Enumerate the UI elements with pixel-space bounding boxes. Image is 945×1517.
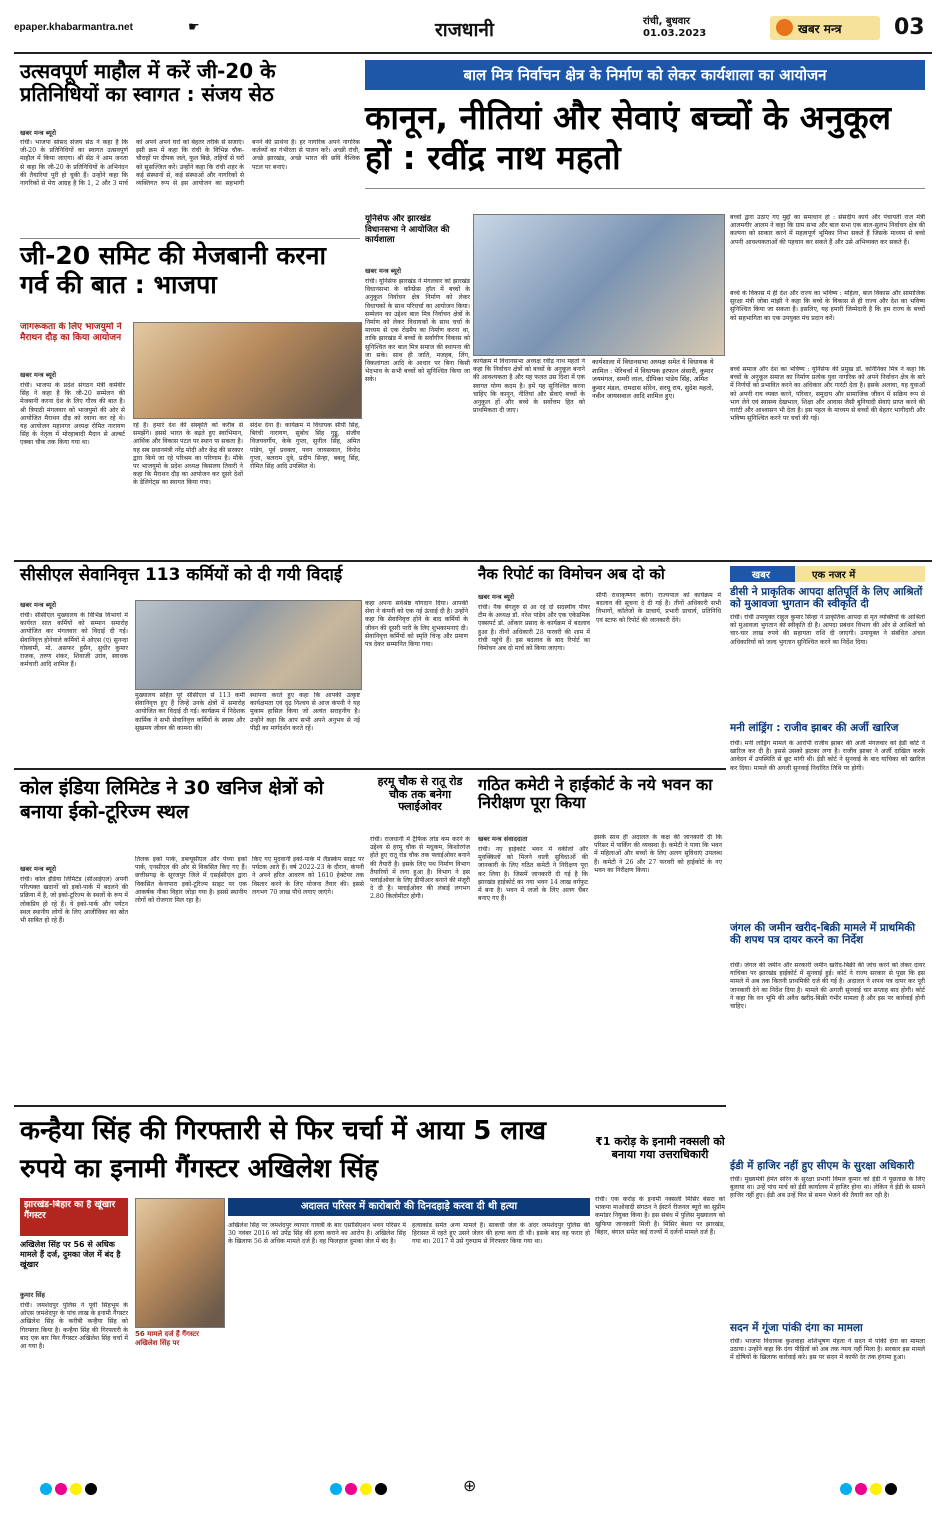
workshop-photo — [473, 214, 725, 356]
article-body: रांची। मुख्यमंत्री हेमंत सोरेन के सुरक्षा प्रभारी विमल कुमार को ईडी ने पूछताछ के लिए बुलाया था। उन्हें पांच मार्च को ईडी कार्यालय में हाजिर होना था। लेकिन वे ईडी के सामने हाजिर नहीं हुए। ईडी अब उन्हें फिर से समन भेजने की तैयारी कर रही है। — [730, 1176, 925, 1200]
section-name: राजधानी — [435, 19, 494, 41]
article-body: रांची। भाजपा के प्रदेश संगठन मंत्री कर्मवीर सिंह ने कहा है कि जी-20 सम्मेलन की मेजबानी करना देश के लिए गौरव की बात है। श्री त्रिपाठी मंगलवार को भाजयुमो की ओर से आयोजित मैराथन दौड़ को रवाना कर रहे थे। यह आयोजन महानगर अध्यक्ष रोमित नारायण सिंह के नेतृत्व में मोरहाबादी मैदान से अल्बर्ट एक्का चौक तक किया गया था। — [20, 382, 125, 447]
headline-assembly: सदन में गूंजा पांकी दंगा का मामला — [730, 1322, 863, 1334]
article-body: स्थापना करते हुए कहा कि आपकी उत्कृष्ट कार्यक्षमता एवं दृढ़ निश्चय से आज कंपनी ने यह मुकाम हासिल किया जो अत्यंत सराहनीय है। उन्होंने कहा कि आप सभी अपने अनुभव से नई पीढ़ी का मार्गदर्शन करते रहें। — [250, 692, 360, 732]
article-body: रांची। रांची उपायुक्त राहुल कुमार सिन्हा ने प्राकृतिक आपदा से मृत व्यक्तियों के आश्रितों को मुआवजा भुगतान की स्वीकृति दी है। आपदा प्रबंधन विभाग की ओर से आश्रितों को चार-चार लाख रुपये की सहायता राशि दी जाएगी। उपायुक्त ने संबंधित अंचल अधिकारियों को जल्द भुगतान सुनिश्चित करने का निर्देश दिया। — [730, 614, 925, 646]
byline: खबर मन्त्र ब्यूरो — [20, 601, 57, 609]
article-body: रांची। जमशेदपुर पुलिस ने पूर्वी सिंहभूम के ओएस जमशेदपुर के पांच लाख के इनामी गैंगस्टर अखिलेश सिंह के करीबी कन्हैया सिंह को गिरफ्तार किया है। कन्हैया सिंह की गिरफ्तारी के बाद एक बार फिर गैंगस्टर अखिलेश सिंह चर्चा में आ गया है। — [20, 1302, 128, 1351]
hand-pointer-icon: ☛ — [188, 20, 200, 35]
article-body: कहा अपना सर्वश्रेष्ठ योगदान दिया। आपकी सेवा ने कंपनी को एक नई ऊंचाई दी है। उन्होंने कहा कि सेवानिवृत्त होने के बाद कर्मियों के जीवन की दूसरी पारी के लिए शुभकामनाएं दी। सेवानिवृत्त कर्मियों को स्मृति चिन्ह और प्रमाण पत्र देकर सम्मानित किया गया। — [365, 600, 468, 649]
article-body: रांची। नए हाईकोर्ट भवन में वकीलों और मुवक्किलों को मिलने वाली सुविधाओं की जानकारी के लिए गठित कमेटी ने निरीक्षण पूरा कर लिया है। जिसमें जानकारी दी गई है कि झारखंड हाईकोर्ट का नया भवन 14 लाख वर्गफुट में बना है। भवन में जजों के लिए अलग चैंबर बनाए गए हैं। — [478, 846, 588, 903]
headline-hc: गठित कमेटी ने हाईकोर्ट के नये भवन का निरीक्षण पूरा किया — [478, 775, 713, 813]
photo-caption: कार्यशाला में विधानसभा अध्यक्ष समेत ये विधायक थे शामिल : पेरिचर्चा में विधायक इरफान अंसारी, कुमार जयमंगल, समरी लाल, दीपिका पांडेय सिंह, अमित कुमार मंडल, रामदास सोरेन, सरयू राय, सुदेश महतो, नवीन जायसवाल आदि शामिल हुए। — [592, 358, 714, 400]
sidebar-sub: अखिलेश सिंह पर 56 से अधिक मामले हैं दर्ज, दुमका जेल में बंद है खूंखार — [20, 1240, 121, 1269]
banner-bal-mitra — [365, 60, 925, 90]
article-body: रांची। एक करोड़ के इनामी नक्सली मिसिर बेसरा को भाकपा माओवादी संगठन ने ईस्टर्न रीजनल ब्यूरो का सुप्रीम कमांडर नियुक्त किया है। इस संबंध में पुलिस मुख्यालय को खुफिया जानकारी मिली है। मिसिर बेसरा पर झारखंड, बिहार, बंगाल समेत कई राज्यों में दर्जनों मामले दर्ज हैं। — [595, 1196, 725, 1236]
byline: खबर मन्त्र ब्यूरो — [365, 267, 402, 275]
headline-coal-india: कोल इंडिया लिमिटेड ने 30 खनिज क्षेत्रों को बनाया ईको-टूरिज्म स्थल — [20, 777, 324, 823]
headline-ccl: सीसीएल सेवानिवृत्त 113 कर्मियों को दी गयी विदाई — [20, 565, 343, 585]
banner-court — [228, 1198, 590, 1216]
article-body: रांची। सीसीएल मुख्यालय के विभिन्न विभागों में कार्यरत सात कर्मियों को सम्मान समारोह आयोजित कर मंगलवार को विदाई दी गई। सेवानिवृत्त होनेवाले कर्मियों में ओएस (ए) सुनन्दा गोस्वामी, मो. असफर हुसैन, सुधीर कुमार राजक, तरुण शंकर, शिवाजी उरांव, स्वाधक कर्मचारी आदि शामिल हैं। — [20, 612, 128, 669]
article-body: रांची। राजधानी में ट्रैफिक लोड कम करने के उद्देश्य से हरमू चौक से मधुकम, किशोरगंज होते हुए रातू रोड चौक तक फ्लाईओवर बनाने की तैयारी है। इसके लिए पथ निर्माण विभाग तैयारियों में लगा हुआ है। विभाग ने इस फ्लाईओवर के लिए डीपीआर बनाने की मंजूरी दे दी है। फ्लाईओवर की लंबाई लगभग 2.80 किलोमीटर होगी। — [370, 836, 470, 901]
brand-name: खबर मन्त्र — [798, 22, 842, 36]
color-register-left — [40, 1480, 100, 1499]
register-mark-icon: ⊕ — [463, 1476, 477, 1495]
banner-text: बाल मित्र निर्वाचन क्षेत्र के निर्माण को लेकर कार्यशाला का आयोजन — [463, 66, 827, 84]
section-rule — [14, 560, 932, 562]
headline-naik: नैक रिपोर्ट का विमोचन अब दो को — [478, 565, 665, 583]
divider — [365, 188, 925, 189]
headline-ed: ईडी में हाजिर नहीं हुए सीएम के सुरक्षा अधिकारी — [730, 1160, 915, 1172]
brand-logo-icon — [776, 19, 793, 36]
byline: कुमार सिंह — [20, 1291, 46, 1299]
masthead — [0, 0, 945, 50]
article-body: बच्चे समाज और देश का भविष्य : यूनिसेफ की प्रमुख डॉ. कनिनिका मित्र ने कहा कि बच्चों के अनुकूल समाज का निर्माण प्रत्येक युवा नागरिक को अपने निर्वाचन क्षेत्र के बारे में निर्णयों को प्रभावित करने का अधिकार और गारंटी देता है। इसके अलावा, यह युवाओं को अपनी राय व्यक्त करने, परिवार, समुदाय और सामाजिक जीवन में सक्रिय रूप से भाग लेने एवं स्वास्थ्य देखभाल, शिक्षा और आवास जैसी बुनियादी सेवाएं प्राप्त करने की गारंटी और आश्वासन भी देता है। इस पहल के माध्यम से बच्चों की बेहतर भागीदारी और भविष्य सुनिश्चित करने पर चर्चा की गई। — [730, 366, 925, 423]
banner-text: अदालत परिसर में कारोबारी की दिनदहाड़े करवा दी थी हत्या — [300, 1201, 518, 1212]
headline-g20-summit: जी-20 समिट की मेजबानी करना गर्व की बात : भाजपा — [20, 241, 326, 299]
section-rule — [14, 1105, 726, 1107]
masthead-rule — [14, 52, 932, 54]
article-body: संदेश देना है। कार्यक्रम में विधायक सीपी सिंह, बिरंची नारायण, सुबोध सिंह गुड्डू, संजीव विजयवर्गीय, केके गुप्ता, सुनील सिंह, अमित पांडेय, पूर्व प्रवक्ता, पवन जायसवाल, विनोद गुप्ता, बलराम दुबे, प्रदीप सिन्हा, बबलू सिंह, रोमित सिंह आदि उपस्थित थे। — [250, 422, 360, 471]
article-body: रांची। भाजपा सांसद संजय सेठ ने कहा है कि जी-20 के प्रतिनिधियों का स्वागत उत्सवपूर्ण माहौल में किया जाएगा। श्री सेठ ने आम जनता से कहा कि जी-20 के प्रतिनिधियों के अभिनंदन की तैयारियां पूरी हो चुकी हैं। उन्होंने कहा कि नागरिकों से मेरा आग्रह है कि 1, 2 और 3 मार्च को अपने अपने घरों को बेहतर तरीके से सजाएं। इसी क्रम में कहा कि रांची के विभिन्न चौक-चौराहों पर दीपक जले, फूल बिछे, तहियों से घरों को सुसज्जित करें। उन्होंने कहा कि रांची शहर के कई संस्थानों से, कई संस्थाओं और नागरिकों से व्यक्तिगत रूप से इस आयोजन का सहभागी बनने की प्रार्थना है। हर नागरिक अपने नागरिक कर्तव्यों का गंभीरता से पालन करें। अच्छी रांची, अच्छे झारखंड, अच्छे भारत की छवि वैश्विक पटल पर बनाएं। — [20, 139, 360, 188]
site-url[interactable]: epaper.khabarmantra.net — [14, 22, 133, 33]
photo-caption: 56 मामले दर्ज हैं गैंगस्टर अखिलेश सिंह पर — [135, 1330, 200, 1347]
headline-dc: डीसी ने प्राकृतिक आपदा क्षतिपूर्ति के लिए आश्रितों को मुआवजा भुगतान की स्वीकृति दी — [730, 586, 923, 611]
article-body: बच्चों द्वारा उठाए गए मुद्दों का समाधान हो : संसदीय कार्य और पंचायती राज मंत्री आलमगीर आलम ने कहा कि ग्राम सभा और बाल सभा एक बाल-सुलभ निर्वाचन क्षेत्र की कल्पना को साकार करने में महत्वपूर्ण भूमिका निभा सकते हैं जिसके माध्यम से बच्चे अपनी आवश्यकताओं की पहचान कर सकते हैं और उसे अभिव्यक्त कर सकते हैं। — [730, 214, 925, 246]
color-register-right — [840, 1480, 900, 1499]
marathon-photo — [133, 322, 362, 419]
headline-g20-welcome: उत्सवपूर्ण माहौल में करें जी-20 के प्रतिनिधियों का स्वागत : संजय सेठ — [20, 59, 276, 106]
article-body: रांची। जंगल की जमीन और सरकारी जमीन खरीद-बिक्री की जांच करने को लेकर दायर याचिका पर झारखंड हाईकोर्ट में सुनवाई हुई। कोर्ट ने राज्य सरकार से पूछा कि इस मामले में अब तक कितनी प्राथमिकी दर्ज की गई है। अदालत ने शपथ पत्र दायर कर पूरी जानकारी देने का निर्देश दिया है। मामले की अगली सुनवाई चार सप्ताह बाद होगी। कोर्ट ने कहा कि वन भूमि की अवैध खरीद-बिक्री गंभीर मामला है और इस पर कार्रवाई होनी चाहिए। — [730, 962, 925, 1011]
section-rule — [14, 768, 726, 770]
article-body: रांची। नैक बेंगलुरु से आ रहे दो सदस्यीय पीयर टीम के अध्यक्ष डॉ. नरेश पांडेय और एक एकेडमिक एक्सपर्ट डॉ. ओंकार प्रसाद के कार्यक्रम में बदलाव हुआ है। तीनों अधिकारी 28 फरवरी की शाम में रांची पहुंचे हैं। इस बदलाव के बाद रिपोर्ट का विमोचन अब दो मार्च को किया जाएगा। — [478, 604, 590, 653]
page-number: 03 — [894, 15, 925, 40]
article-body: रांची। मनी लांड्रिंग मामले के आरोपी राजीव झाबर की अर्जी मंगलवार को ईडी कोर्ट ने खारिज कर दी है। इससे उसको झटका लगा है। राजीव झाबर ने अर्जी दाखिल करके आवेदन में उपस्थिति से छूट मांगी थी। ईडी कोर्ट ने सुनवाई के बाद याचिका को खारिज कर दिया। मामले की अगली सुनवाई निर्धारित तिथि पर होगी। — [730, 740, 925, 772]
byline: खबर मन्त्र ब्यूरो — [478, 593, 515, 601]
color-register-mid — [330, 1480, 390, 1499]
headline-maoist: ₹1 करोड़ के इनामी नक्सली को बनाया गया उत्तराधिकारी — [595, 1135, 725, 1161]
gangster-photo — [135, 1198, 225, 1328]
article-body: बच्चे के विकास में ही देश और राज्य का भविष्य : महिला, बाल विकास और सामाजिक सुरक्षा मंत्री जोबा मांझी ने कहा कि बच्चे के विकास से ही राज्य और देश का भविष्य सुनिश्चित किया जा सकता है। इसलिए, यह हमारी जिम्मेदारी है कि हम राज्य के बच्चों को सहभागिता का एक उपयुक्त मंच प्रदान करें। — [730, 290, 925, 322]
headline-forest: जंगल की जमीन खरीद-बिक्री मामले में प्राथमिकी की शपथ पत्र दायर करने का निर्देश — [730, 922, 916, 947]
article-body: तिलक इको पार्क, डब्ल्यूसीएल और पेंच्या इको पार्क, एनसीएल की ओर से विकसित किए गए हैं। छत्तीसगढ़ के सूरजपुर जिले में एसईसीएल द्वारा विकसित केनापारा इको-टूरिज्म साइट पर एक आकर्षक नौका विहार जोड़ा गया है। इससे स्थानीय लोगों को रोजगार मिल रहा है। — [135, 856, 247, 905]
subhead: यूनिसेफ और झारखंड विधानसभा ने आयोजित की कार्यशाला — [365, 214, 450, 245]
article-body: रहे हैं। हमारे देश की संस्कृति को करीब से समझेंगे। इससे भारत के बढ़ते हुए स्वाभिमान, आर्थिक और विकास पटल पर स्थान पा सकता है। यह सब प्रधानमंत्री नरेंद्र मोदी और केंद्र की सरकार द्वारा किये जा रहे परिश्रम का परिणाम है। मौके पर भाजयुमो के प्रदेश अध्यक्ष किसलय तिवारी ने कहा कि मैराथन दौड़ का आयोजन कर दूसरे देशों के डेलिगेट्स का स्वागत किया गया। — [133, 422, 243, 487]
article-body: इसके साथ ही अदालत के कक्ष की जानकारी दी कि परिसर में पार्किंग की व्यवस्था है। कमेटी ने पाया कि भवन में महिलाओं और बच्चों के लिए अलग सुविधाएं उपलब्ध हैं। कमेटी ने 26 और 27 फरवरी को हाईकोर्ट के नए भवन का निरीक्षण किया। — [594, 834, 722, 874]
tag-label: एक नजर में — [812, 570, 856, 581]
issue-date: 01.03.2023 — [643, 28, 707, 39]
ccl-photo — [135, 600, 362, 690]
article-body: हत्याकांड समेत अन्य मामले हैं। साकची जेल के अंदर जमशेदपुर पुलिस की हिरासत में रहते हुए उसने जेलर की हत्या करा दी थी। इसके बाद वह फरार हो गया था। 2017 में उसे गुरुग्राम से गिरफ्तार किया गया था। — [412, 1222, 590, 1246]
city-day: रांची, बुधवार — [643, 16, 691, 27]
headline-flyover: हरमू चौक से रातू रोड चौक तक बनेगा फ्लाईओवर — [377, 775, 463, 814]
headline-rajiv: मनी लांड्रिंग : राजीव झाबर की अर्जी खारिज — [730, 722, 899, 734]
headline-bal-mitra: कानून, नीतियां और सेवाएं बच्चों के अनुकूल हों : रवींद्र नाथ महतो — [365, 98, 891, 177]
article-body: मुख्यालय सहित पूरे सीसीएल से 113 कर्मी सेवानिवृत्त हुए हैं जिन्हें उनके क्षेत्रों में समारोह आयोजित कर विदाई दी गई। कार्यक्रम में निदेशक कार्मिक ने सभी सेवानिवृत्त कर्मियों के स्वस्थ और सुखमय जीवन की कामना की। — [135, 692, 245, 732]
byline: खबर मन्त्र ब्यूरो — [20, 865, 57, 873]
article-body: रांची। भाजपा विधायक कुशवाहा शशिभूषण मेहता ने सदन में पांकी दंगा का मामला उठाया। उन्होंने कहा कि दंगा पीड़ितों को अब तक न्याय नहीं मिला है। सरकार इस मामले में दोषियों के खिलाफ कार्रवाई करे। इस पर सदन में काफी देर तक हंगामा हुआ। — [730, 1338, 925, 1362]
article-body: रांची। यूनिसेफ झारखंड ने मंगलवार को झारखंड विधानसभा के कॉन्फ्रेंस हॉल में बच्चों के अनुकूल निर्वाचन क्षेत्र निर्माण को लेकर विधायकों के साथ परिचर्चा का आयोजन किया। सम्मेलन का उद्देश्य बाल मित्र निर्वाचन क्षेत्रों के निर्माण को लेकर विधायकों के साथ चर्चा के माध्यम से एक रोडमैप का निर्माण करना था, ताकि झारखंड में बच्चों के सर्वांगीण विकास को सुनिश्चित कर बाल मित्र समाज की स्थापना की जा सके। साथ ही जाति, मजहब, लिंग, विकलांगता आदि के आधार पर बिना किसी भेदभाव के सभी बच्चों को सुनिश्चित किया जा सके। — [365, 278, 470, 384]
byline: खबर मन्त्र ब्यूरो — [20, 129, 57, 137]
article-body: सीपी राधाकृष्णन करेंगे। राज्यपाल को कार्यक्रम में बदलाव की सूचना दे दी गई है। तीनों अधिकारी सभी विभागों, कॉलेजों के प्राचार्य, प्रभारी प्राचार्य, प्रतिनिधि एवं स्टाफ को रिपोर्ट की जानकारी देंगे। — [596, 592, 721, 624]
article-body: अखिलेश सिंह पर जमशेदपुर व्यापार गायत्री के बार एसोसिएशन भवन परिसर में 30 नवंबर 2016 को उपेंद्र सिंह की हत्या कराने का आरोप है। अखिलेश सिंह के खिलाफ 56 से अधिक मामले दर्ज हैं। वह फिलहाल दुमका जेल में बंद है। — [228, 1222, 406, 1246]
byline: खबर मन्त्र संवाददाता — [478, 835, 528, 843]
sidebar-head: झारखंड-बिहार का है खूंखार गैंगस्टर — [24, 1200, 116, 1221]
divider — [20, 238, 360, 239]
headline-kanhaiya: कन्हैया सिंह की गिरफ्तारी से फिर चर्चा में आया 5 लाख रुपये का इनामी गैंगस्टर अखिलेश सिंह — [20, 1116, 547, 1184]
article-body: किए गए मुदवानी इको-पार्क में लैंडस्केप साइट पर पर्यटक आते हैं। वर्ष 2022-23 के दौरान, कंपनी ने अपने हरित आवरण को 1610 हेक्टेयर तक विस्तार करने के लिए योजना तैयार की। इससे लगभग 70 लाख पौधे लगाए जाएंगे। — [252, 856, 364, 896]
byline: खबर मन्त्र ब्यूरो — [20, 371, 57, 379]
subhead: जागरूकता के लिए भाजयुमो ने मैराथन दौड़ का किया आयोजन — [20, 322, 122, 343]
article-body: कार्यक्रम में विधानसभा अध्यक्ष रवींद्र नाथ महतो ने कहा कि निर्वाचन क्षेत्रों को बच्चों के अनुकूल बनाने की आवश्यकता है और यह फलत उस दिशा में एक स्वागत योग्य कदम है। हमें यह सुनिश्चित करना चाहिए कि कानून, नीतियां और सेवाएं बच्चों के अनुकूल हों और बच्चे के सर्वोत्तम हित को प्राथमिकता दी जाए। — [473, 358, 585, 415]
article-body: रांची। कोल इंडिया लिमिटेड (सीआईएल) अपनी परित्यक्त खदानों को इको-पार्क में बदलने की प्रक्रिया में है, जो इको-टूरिज्म के स्थलों के रूप में लोकप्रिय हो रहे हैं। ये इको-पार्क और पर्यटन स्थल स्थानीय लोगों के लिए आजीविका का स्रोत भी साबित हो रहे हैं। — [20, 876, 128, 925]
tag-brand: खबर — [752, 570, 770, 581]
